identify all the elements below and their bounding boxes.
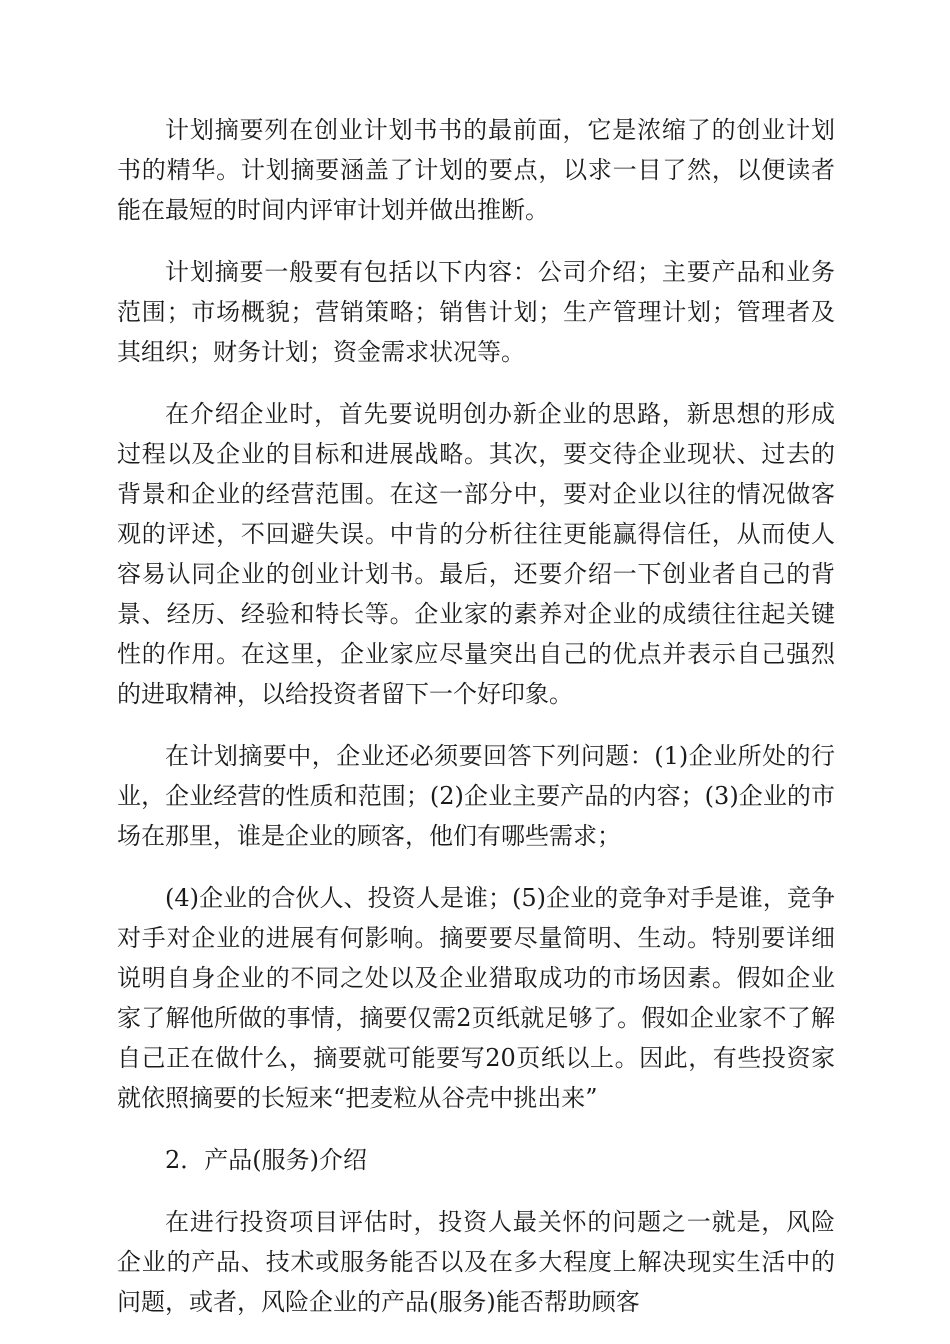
paragraph-questions-part-2: (4)企业的合伙人、投资人是谁；(5)企业的竞争对手是谁，竞争对手对企业的进展有何影响。摘要要尽量简明、生动。特别要详细说明自身企业的不同之处以及企业猎取成功的市场因素。假如企业家了解他所做的事情，摘要仅需2页纸就足够了。假如企业家不了解自己正在做什么，摘要就可能要写20页纸以上。因此，有些投资家就依照摘要的长短来“把麦粒从谷壳中挑出来” bbox=[117, 884, 835, 1112]
paragraph-product-evaluation: 在进行投资项目评估时，投资人最关怀的问题之一就是，风险企业的产品、技术或服务能否以及在多大程度上解决现实生活中的问题，或者，风险企业的产品(服务)能否帮助顾客 bbox=[117, 1208, 835, 1316]
paragraph-company-introduction: 在介绍企业时，首先要说明创办新企业的思路，新思想的形成过程以及企业的目标和进展战略。其次，要交待企业现状、过去的背景和企业的经营范围。在这一部分中，要对企业以往的情况做客观的评述，不回避失误。中肯的分析往往更能赢得信任，从而使人容易认同企业的创业计划书。最后，还要介绍一下创业者自己的背景、经历、经验和特长等。企业家的素养对企业的成绩往往起关键性的作用。在这里，企业家应尽量突出自己的优点并表示自己强烈的进取精神，以给投资者留下一个好印象。 bbox=[117, 400, 835, 708]
paragraph-plan-summary-intro: 计划摘要列在创业计划书书的最前面，它是浓缩了的创业计划书的精华。计划摘要涵盖了计划的要点，以求一目了然，以便读者能在最短的时间内评审计划并做出推断。 bbox=[117, 116, 835, 224]
section-heading-product-service: 2．产品(服务)介绍 bbox=[165, 1146, 367, 1174]
document-body bbox=[117, 110, 835, 1344]
paragraph-questions-part-1: 在计划摘要中，企业还必须要回答下列问题：(1)企业所处的行业，企业经营的性质和范围；(2)企业主要产品的内容；(3)企业的市场在那里，谁是企业的顾客，他们有哪些需求； bbox=[117, 742, 835, 850]
paragraph-plan-summary-contents: 计划摘要一般要有包括以下内容：公司介绍；主要产品和业务范围；市场概貌；营销策略；销售计划；生产管理计划；管理者及其组织；财务计划；资金需求状况等。 bbox=[117, 258, 835, 366]
